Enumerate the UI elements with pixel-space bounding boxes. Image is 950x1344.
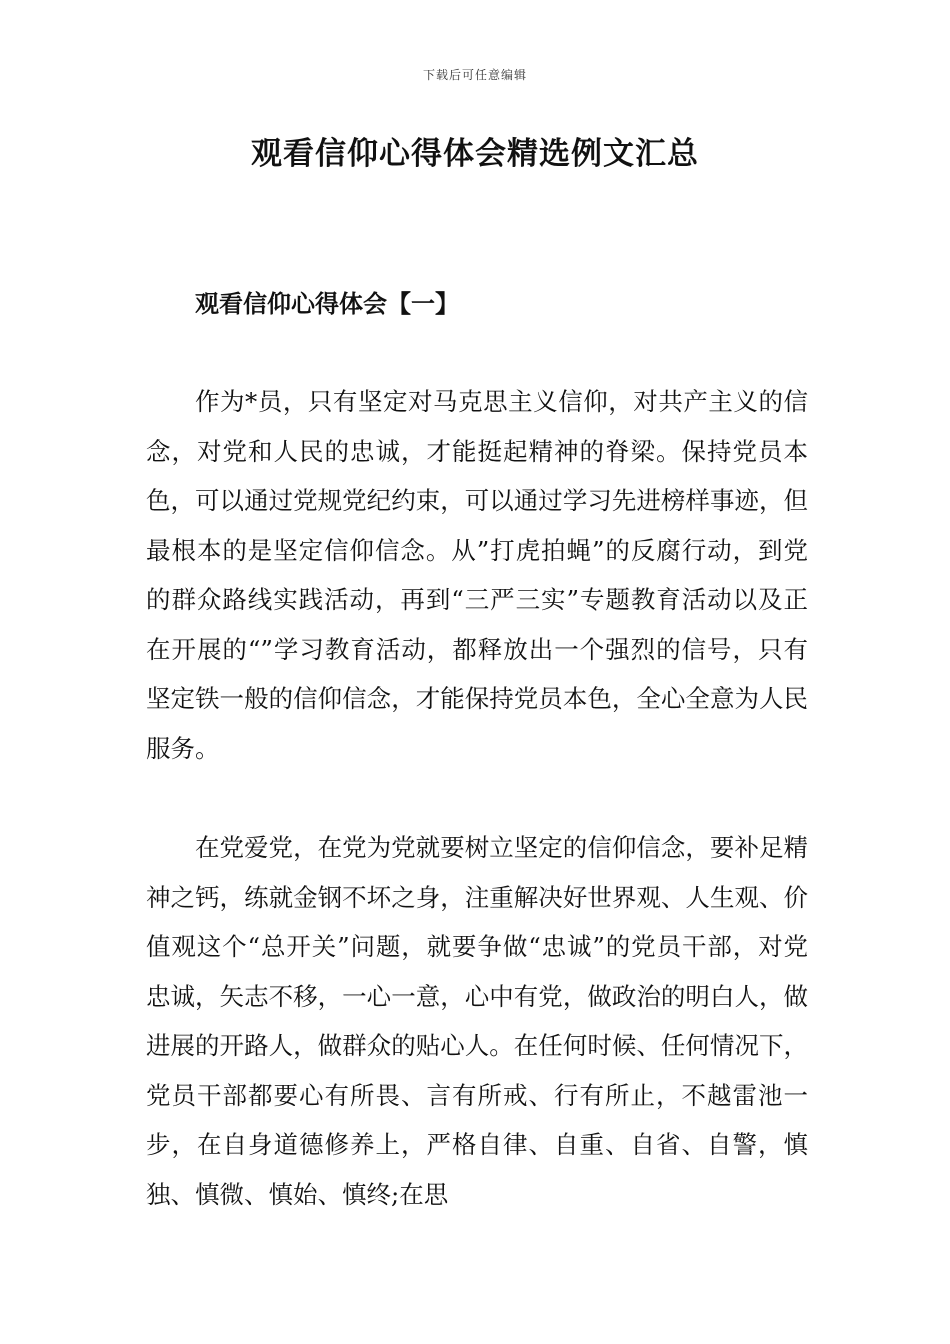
header-note: 下载后可任意编辑 — [422, 68, 527, 82]
section-heading: 观看信仰心得体会【一】 — [195, 289, 459, 318]
body-paragraph: 作为*员，只有坚定对马克思主义信仰，对共产主义的信念，对党和人民的忠诚，才能挺起精神的脊梁。保持党员本色，可以通过党规党纪约束，可以通过学习先进榜样事迹，但最根本的是坚定信仰信念。从”打虎拍蝇”的反腐行动，到党的群众路线实践活动，再到“三严三实”专题教育活动以及正在开展的“”学习教育活动，都释放出一个强烈的信号，只有坚定铁一般的信仰信念，才能保持党员本色，全心全意为人民服务。 — [146, 387, 808, 763]
document-title: 观看信仰心得体会精选例文汇总 — [251, 136, 699, 172]
body-paragraph: 在党爱党，在党为党就要树立坚定的信仰信念，要补足精神之钙，练就金钢不坏之身，注重解决好世界观、人生观、价值观这个“总开关”问题，就要争做“忠诚”的党员干部，对党忠诚，矢志不移，一心一意，心中有党，做政治的明白人，做进展的开路人，做群众的贴心人。在任何时候、任何情况下，党员干部都要心有所畏、言有所戒、行有所止，不越雷池一步，在自身道德修养上，严格自律、自重、自省、自警，慎独、慎微、慎始、慎终;在思 — [146, 833, 808, 1209]
